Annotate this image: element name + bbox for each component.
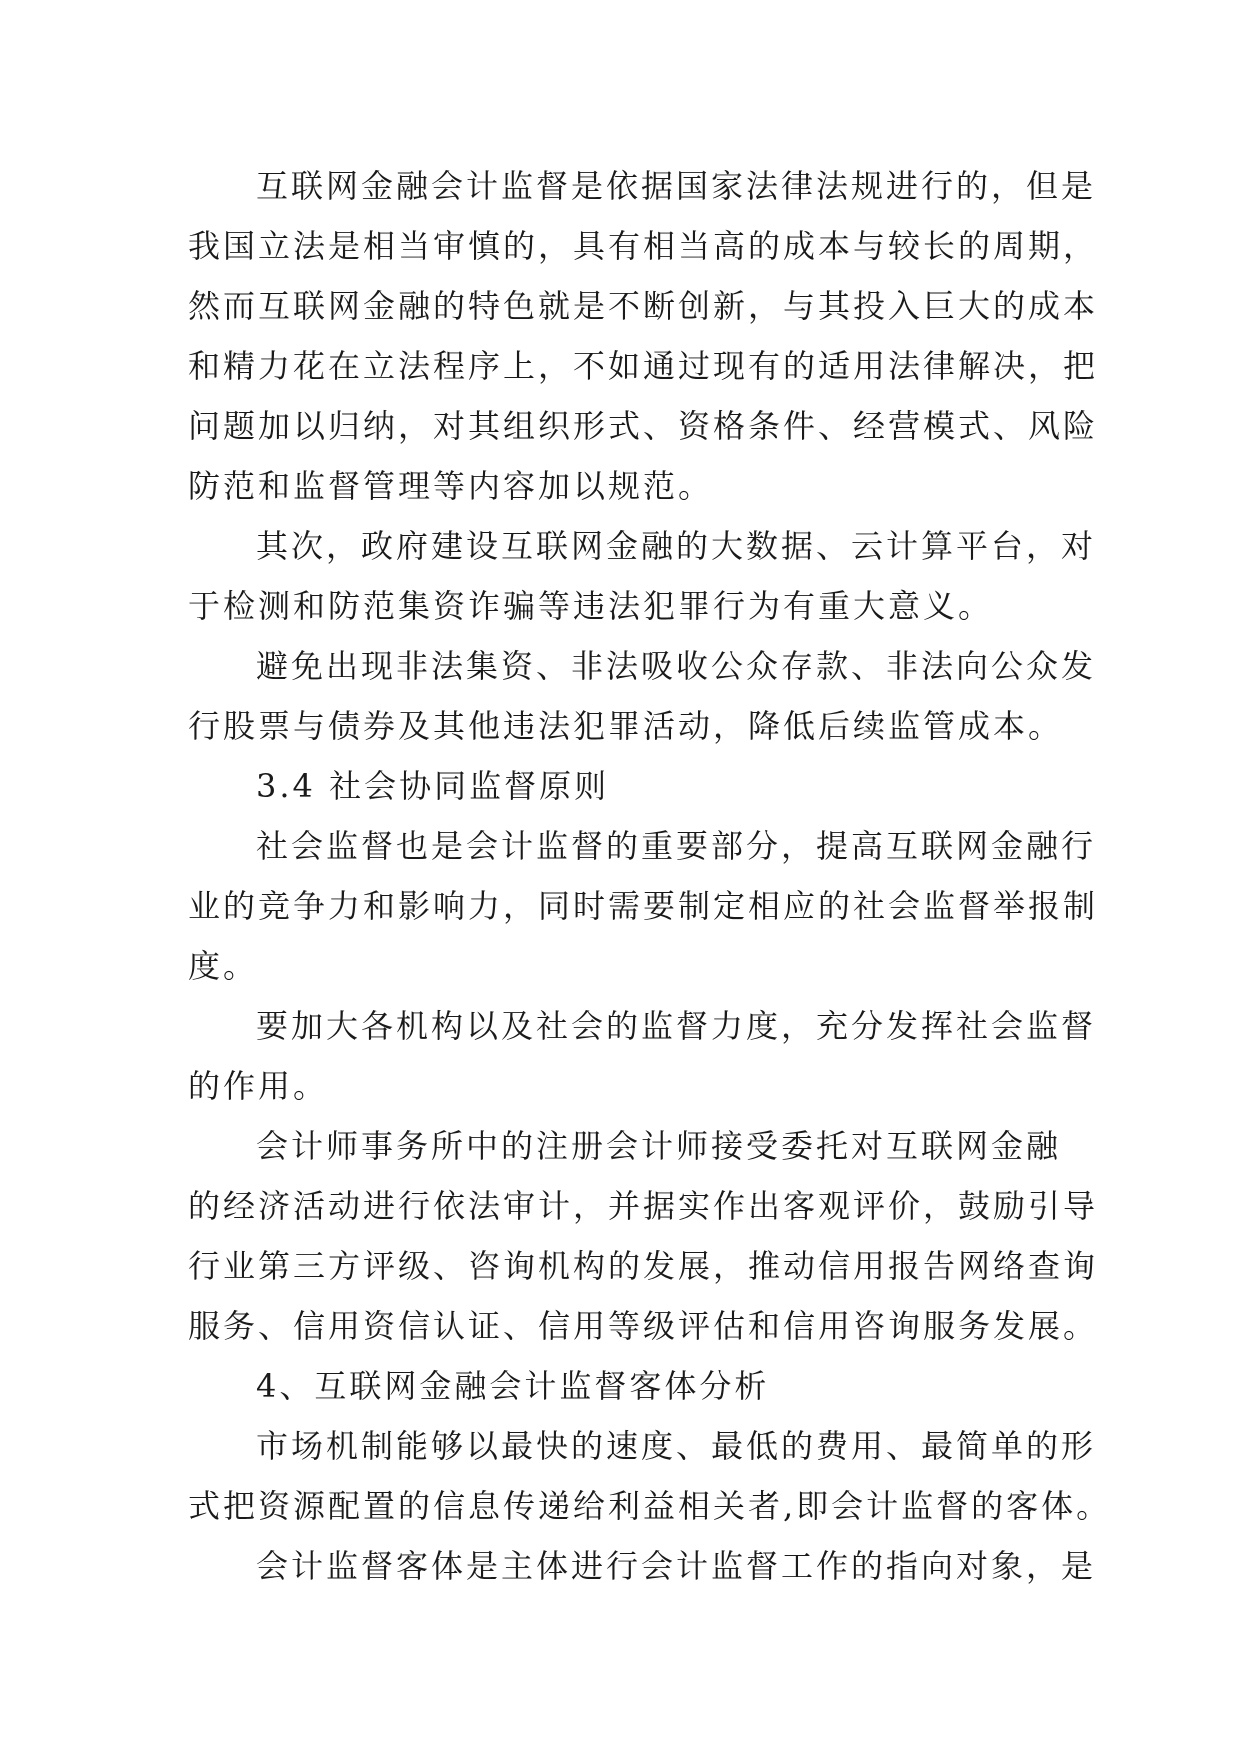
text-line: 要加大各机构以及社会的监督力度，充分发挥社会监督 [256, 1007, 1097, 1045]
text-line: 市场机制能够以最快的速度、最低的费用、最简单的形 [256, 1427, 1097, 1465]
text-line: 我国立法是相当审慎的，具有相当高的成本与较长的周期， [188, 227, 1099, 265]
text-line: 和精力花在立法程序上，不如通过现有的适用法律解决，把 [188, 347, 1099, 385]
text-line: 于检测和防范集资诈骗等违法犯罪行为有重大意义。 [188, 587, 994, 625]
text-line: 式把资源配置的信息传递给利益相关者,即会计监督的客体。 [188, 1487, 1112, 1525]
text-line: 行股票与债券及其他违法犯罪活动，降低后续监管成本。 [188, 707, 1064, 745]
text-line: 的经济活动进行依法审计，并据实作出客观评价，鼓励引导 [188, 1187, 1099, 1225]
text-line: 的作用。 [188, 1067, 329, 1105]
text-line: 然而互联网金融的特色就是不断创新，与其投入巨大的成本 [188, 287, 1099, 325]
text-line: 会计师事务所中的注册会计师接受委托对互联网金融 [256, 1127, 1062, 1165]
text-line: 行业第三方评级、咨询机构的发展，推动信用报告网络查询 [188, 1247, 1099, 1285]
text-line: 业的竞争力和影响力，同时需要制定相应的社会监督举报制 [188, 887, 1099, 925]
text-line: 其次，政府建设互联网金融的大数据、云计算平台，对 [256, 527, 1097, 565]
text-line: 互联网金融会计监督是依据国家法律法规进行的，但是 [256, 167, 1097, 205]
text-line: 会计监督客体是主体进行会计监督工作的指向对象，是 [256, 1547, 1097, 1585]
text-line: 防范和监督管理等内容加以规范。 [188, 467, 714, 505]
text-line: 度。 [188, 947, 259, 985]
body-text [188, 156, 1112, 1596]
text-line: 问题加以归纳，对其组织形式、资格条件、经营模式、风险 [188, 407, 1099, 445]
text-line: 4、互联网金融会计监督客体分析 [256, 1367, 770, 1405]
text-line: 3.4 社会协同监督原则 [256, 767, 610, 805]
text-line: 社会监督也是会计监督的重要部分，提高互联网金融行 [256, 827, 1097, 865]
text-line: 服务、信用资信认证、信用等级评估和信用咨询服务发展。 [188, 1307, 1099, 1345]
text-line: 避免出现非法集资、非法吸收公众存款、非法向公众发 [256, 647, 1097, 685]
